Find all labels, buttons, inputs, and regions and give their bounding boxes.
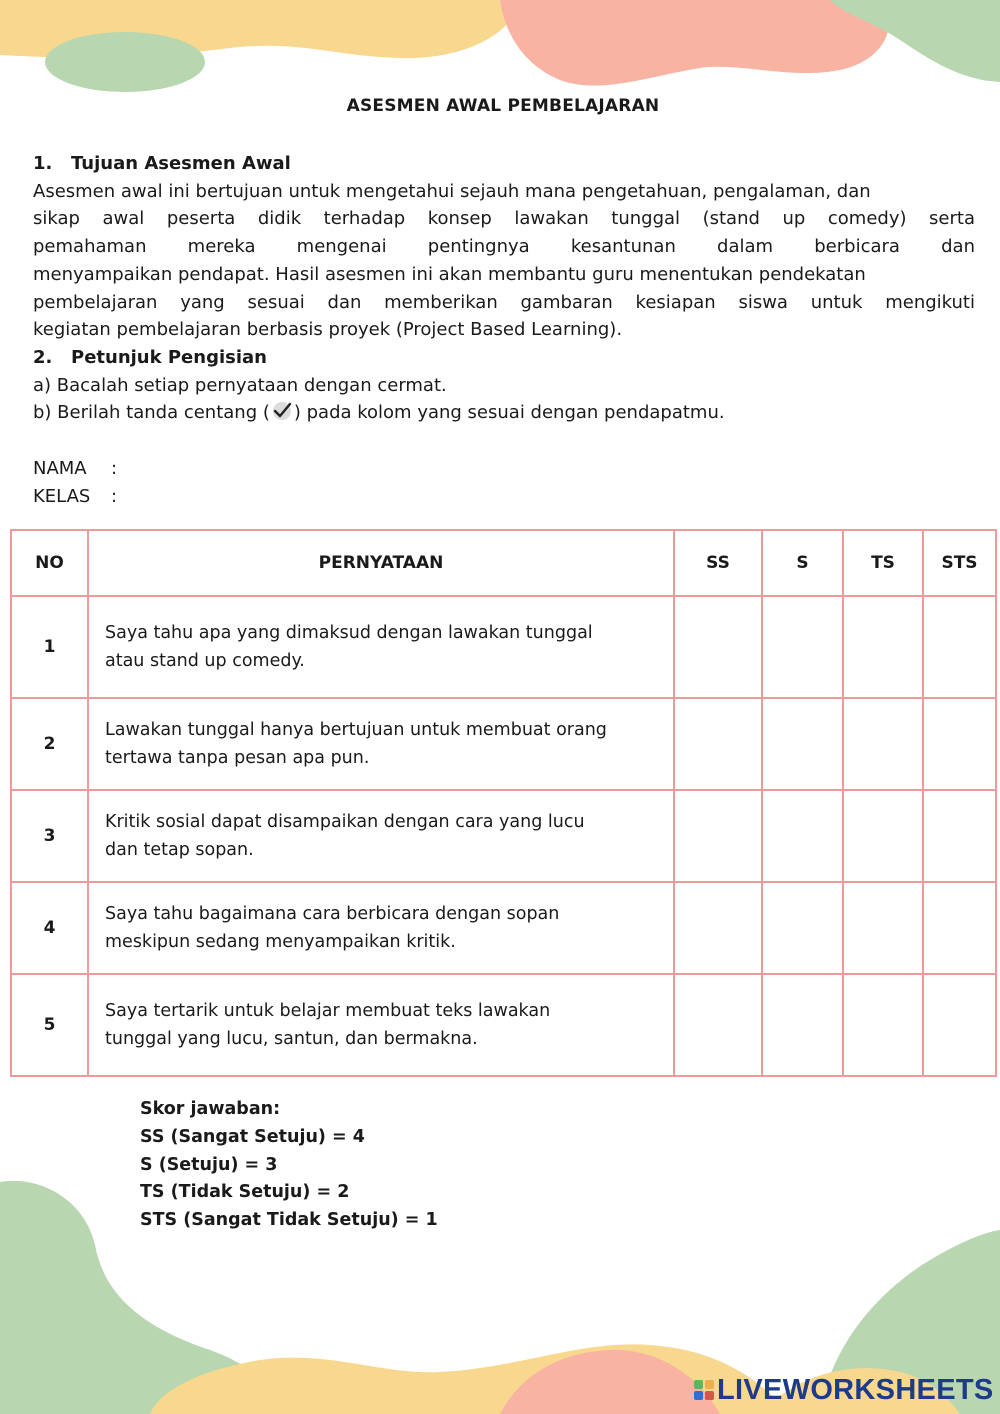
paragraph-line: Asesmen awal ini bertujuan untuk mengetahui sejauh mana pengetahuan, pengalaman, dan: [33, 180, 871, 202]
row-statement: [88, 974, 674, 1076]
paragraph-line: pemahaman mereka mengenai pentingnya kesantunan dalam berbicara dan: [33, 236, 975, 258]
statement-line: atau stand up comedy.: [105, 651, 305, 671]
statement-line: dan tetap sopan.: [105, 840, 254, 860]
scoring-legend: [140, 1096, 438, 1235]
header-s: S: [762, 530, 843, 596]
answer-cell-s[interactable]: [762, 882, 843, 974]
table-header-row: [11, 530, 996, 596]
scoring-s: S (Setuju) = 3: [140, 1154, 278, 1175]
answer-cell-ts[interactable]: [843, 790, 923, 882]
header-statement: PERNYATAAN: [88, 530, 674, 596]
paragraph-line: sikap awal peserta didik terhadap konsep lawakan tunggal (stand up comedy) serta: [33, 208, 975, 230]
answer-cell-sts[interactable]: [923, 596, 996, 698]
answer-cell-sts[interactable]: [923, 974, 996, 1076]
row-statement: [88, 596, 674, 698]
class-label: KELAS: [33, 486, 91, 507]
header-ss: SS: [674, 530, 762, 596]
row-number: 1: [11, 596, 88, 698]
row-statement: [88, 698, 674, 790]
name-label: NAMA: [33, 458, 87, 479]
answer-cell-sts[interactable]: [923, 698, 996, 790]
header-sts: STS: [923, 530, 996, 596]
instruction-b-text: ) pada kolom yang sesuai dengan pendapatmu.: [293, 402, 725, 424]
row-statement: [88, 790, 674, 882]
answer-cell-ts[interactable]: [843, 596, 923, 698]
statement-line: Saya tahu apa yang dimaksud dengan lawakan tunggal: [105, 623, 593, 643]
section-purpose: [33, 150, 975, 427]
header-no: NO: [11, 530, 88, 596]
instruction-item-b: [33, 399, 975, 427]
scoring-ts: TS (Tidak Setuju) = 2: [140, 1182, 350, 1203]
paragraph-line: pembelajaran yang sesuai dan memberikan gambaran kesiapan siswa untuk mengikuti: [33, 291, 975, 313]
name-colon: :: [111, 458, 118, 479]
section-heading-text: Tujuan Asesmen Awal: [71, 153, 291, 174]
answer-cell-ss[interactable]: [674, 974, 762, 1076]
paragraph-line: menyampaikan pendapat. Hasil asesmen ini akan membantu guru menentukan pendekatan: [33, 263, 866, 285]
paragraph-line: kegiatan pembelajaran berbasis proyek (Project Based Learning).: [33, 319, 623, 341]
answer-cell-s[interactable]: [762, 974, 843, 1076]
answer-cell-ts[interactable]: [843, 882, 923, 974]
row-number: 3: [11, 790, 88, 882]
table-row: [11, 596, 996, 698]
statement-line: Saya tahu bagaimana cara berbicara dengan sopan: [105, 904, 560, 924]
brand-text: LIVEWORKSHEETS: [717, 1373, 994, 1406]
section-number: 2.: [33, 346, 53, 368]
name-field[interactable]: [33, 455, 117, 483]
table-row: [11, 974, 996, 1076]
statement-line: Saya tertarik untuk belajar membuat teks lawakan: [105, 1001, 551, 1021]
answer-cell-ts[interactable]: [843, 974, 923, 1076]
statement-line: tunggal yang lucu, santun, dan bermakna.: [105, 1029, 478, 1049]
class-colon: :: [111, 486, 118, 507]
answer-cell-ss[interactable]: [674, 596, 762, 698]
statement-line: tertawa tanpa pesan apa pun.: [105, 748, 370, 768]
section-number: 1.: [33, 153, 53, 174]
statement-line: Kritik sosial dapat disampaikan dengan cara yang lucu: [105, 812, 585, 832]
liveworksheets-logo-icon: [694, 1380, 714, 1400]
row-number: 4: [11, 882, 88, 974]
answer-cell-s[interactable]: [762, 790, 843, 882]
liveworksheets-brand[interactable]: [694, 1374, 994, 1406]
page-title: ASESMEN AWAL PEMBELAJARAN: [346, 96, 660, 116]
instruction-b-text: b) Berilah tanda centang (: [33, 402, 270, 424]
row-number: 5: [11, 974, 88, 1076]
answer-cell-sts[interactable]: [923, 882, 996, 974]
statement-line: Lawakan tunggal hanya bertujuan untuk membuat orang: [105, 720, 607, 740]
scoring-sts: STS (Sangat Tidak Setuju) = 1: [140, 1210, 438, 1231]
header-ts: TS: [843, 530, 923, 596]
row-statement: [88, 882, 674, 974]
instruction-item-a: a) Bacalah setiap pernyataan dengan cermat.: [33, 374, 447, 396]
table-row: [11, 698, 996, 790]
statement-line: meskipun sedang menyampaikan kritik.: [105, 932, 456, 952]
answer-cell-s[interactable]: [762, 698, 843, 790]
answer-cell-ss[interactable]: [674, 698, 762, 790]
table-row: [11, 882, 996, 974]
answer-cell-sts[interactable]: [923, 790, 996, 882]
table-row: [11, 790, 996, 882]
section-heading-text: Petunjuk Pengisian: [71, 346, 267, 368]
checkmark-icon: [270, 401, 294, 421]
scoring-heading: Skor jawaban:: [140, 1099, 281, 1119]
assessment-table: [10, 529, 997, 1077]
section-instructions-heading: [33, 344, 975, 372]
purpose-paragraph: [33, 178, 975, 344]
answer-cell-ss[interactable]: [674, 882, 762, 974]
answer-cell-ss[interactable]: [674, 790, 762, 882]
answer-cell-ts[interactable]: [843, 698, 923, 790]
answer-cell-s[interactable]: [762, 596, 843, 698]
scoring-ss: SS (Sangat Setuju) = 4: [140, 1126, 365, 1147]
section-purpose-heading: [33, 150, 975, 178]
row-number: 2: [11, 698, 88, 790]
class-field[interactable]: [33, 483, 117, 511]
